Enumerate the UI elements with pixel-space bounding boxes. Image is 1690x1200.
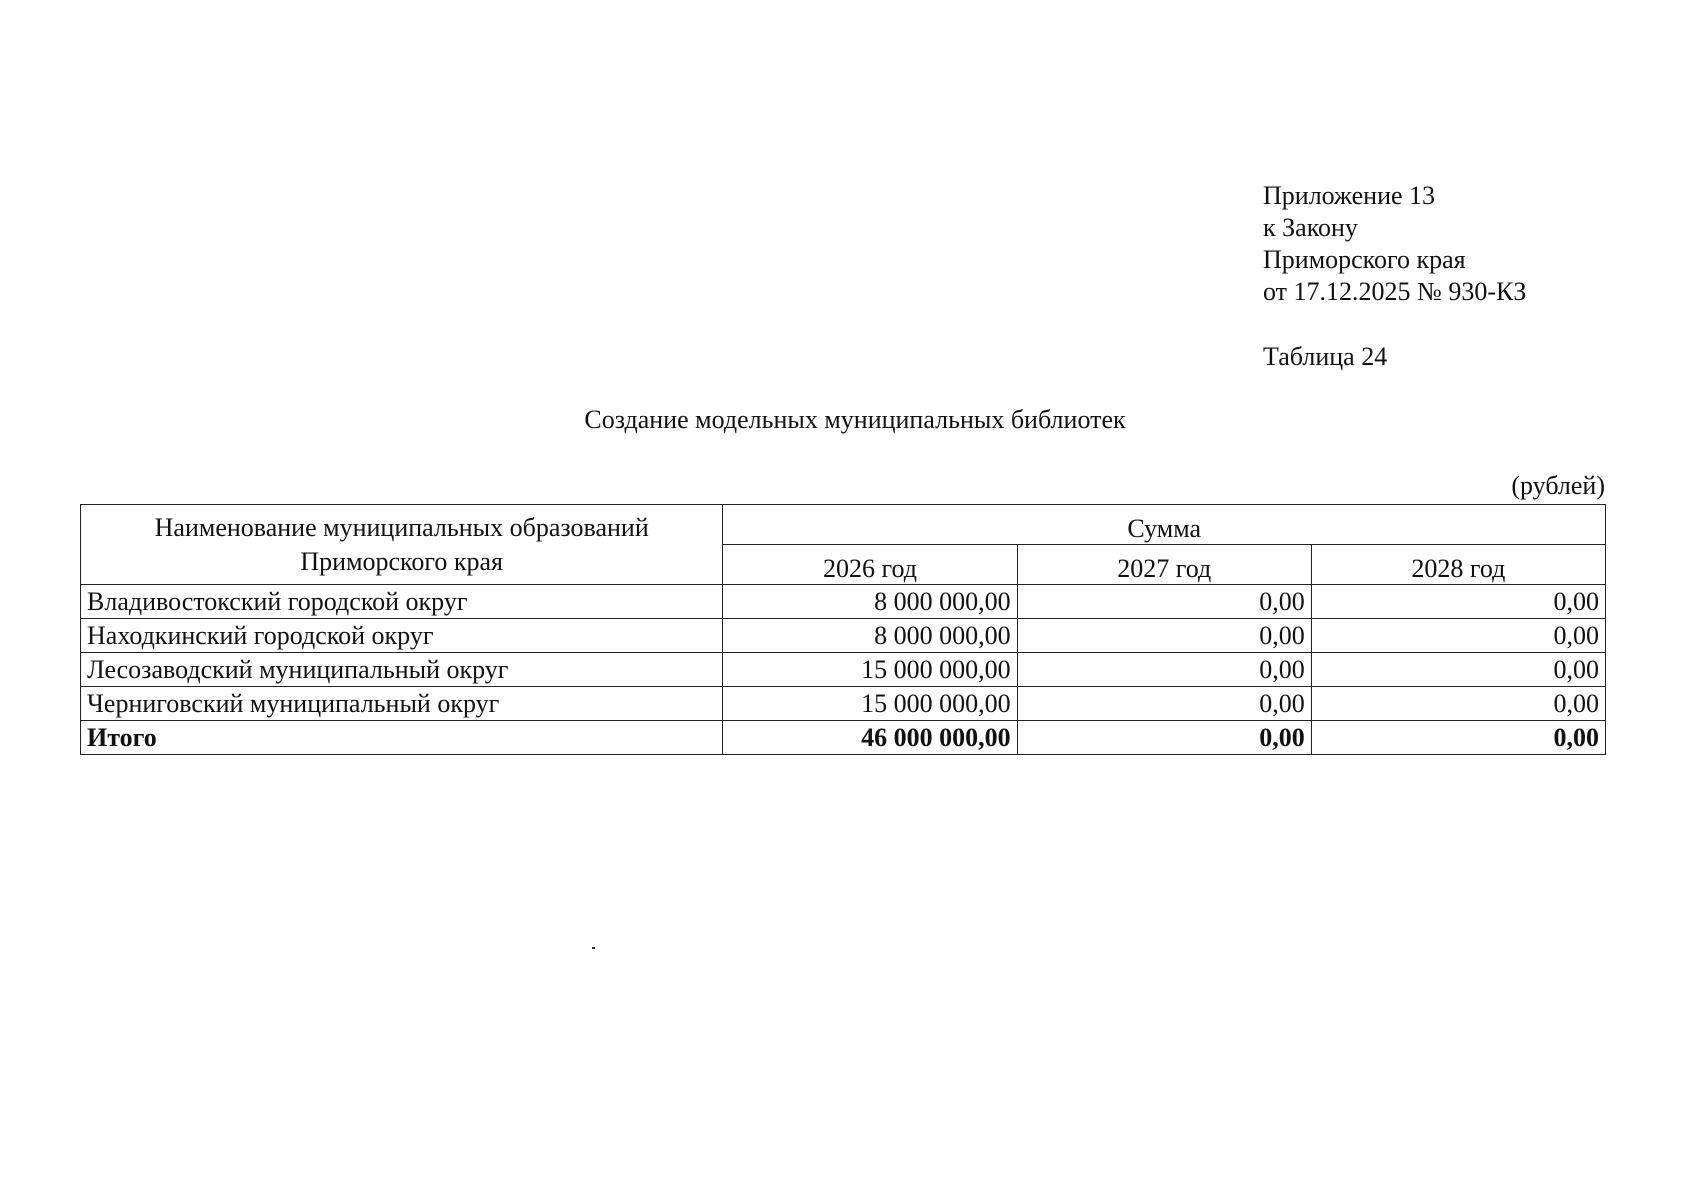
amount-cell: 0,00 <box>1017 619 1311 653</box>
municipality-name: Черниговский муниципальный округ <box>81 687 723 721</box>
column-header-year: 2026 год <box>723 545 1017 585</box>
amount-cell: 0,00 <box>1311 653 1605 687</box>
column-header-year: 2028 год <box>1311 545 1605 585</box>
amount-cell: 15 000 000,00 <box>723 687 1017 721</box>
column-header-name <box>81 505 723 585</box>
municipality-name: Владивостокский городской округ <box>81 585 723 619</box>
total-amount-cell: 0,00 <box>1017 721 1311 755</box>
appendix-line: Приморского края <box>1263 245 1466 274</box>
column-header-name-line1: Наименование муниципальных образований <box>154 512 649 542</box>
document-title: Создание модельных муниципальных библиотек <box>584 405 1126 434</box>
amount-cell: 0,00 <box>1017 653 1311 687</box>
table-row <box>81 653 1606 687</box>
table-row <box>81 687 1606 721</box>
appendix-line: от 17.12.2025 № 930-КЗ <box>1263 277 1527 306</box>
appendix-reference <box>1263 180 1526 308</box>
amount-cell: 0,00 <box>1311 619 1605 653</box>
table-row <box>81 619 1606 653</box>
amount-cell: 15 000 000,00 <box>723 653 1017 687</box>
total-label: Итого <box>81 721 723 755</box>
amount-cell: 0,00 <box>1311 687 1605 721</box>
total-amount-cell: 0,00 <box>1311 721 1605 755</box>
total-amount-cell: 46 000 000,00 <box>723 721 1017 755</box>
unit-label: (рублей) <box>1511 471 1605 500</box>
table-row <box>81 585 1606 619</box>
amount-cell: 0,00 <box>1017 585 1311 619</box>
total-row <box>81 721 1606 755</box>
municipality-name: Лесозаводский муниципальный округ <box>81 653 723 687</box>
amount-cell: 0,00 <box>1017 687 1311 721</box>
column-header-sum: Сумма <box>723 505 1606 545</box>
municipality-name: Находкинский городской округ <box>81 619 723 653</box>
table-number: Таблица 24 <box>1263 342 1388 371</box>
header-row <box>81 505 1606 545</box>
amount-cell: 0,00 <box>1311 585 1605 619</box>
column-header-year: 2027 год <box>1017 545 1311 585</box>
appendix-line: к Закону <box>1263 213 1358 242</box>
scan-artifact <box>592 947 595 949</box>
amount-cell: 8 000 000,00 <box>723 585 1017 619</box>
amount-cell: 8 000 000,00 <box>723 619 1017 653</box>
appendix-line: Приложение 13 <box>1263 181 1436 210</box>
budget-table <box>80 504 1606 755</box>
column-header-name-line2: Приморского края <box>300 546 504 576</box>
